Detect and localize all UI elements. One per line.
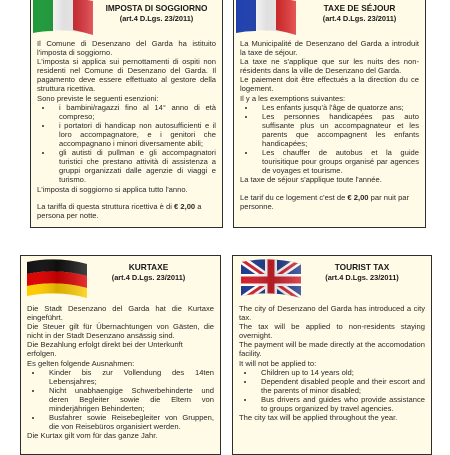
- card-italian: [30, 0, 223, 228]
- germany-flag-icon: [25, 258, 89, 302]
- list-item: • gli autisti di pullman e gli accompagnatori turistici che prestano attività di assistenza a gruppi organizzati dalle agenzie di viaggi e turismo.: [53, 148, 216, 184]
- list-item: • i bambini/ragazzi fino al 14° anno di età compreso;: [53, 103, 216, 121]
- card-german: [20, 255, 221, 455]
- tariff-label: Le tarif du ce logement c'est de: [240, 192, 348, 202]
- list-item: • Kinder bis zur Vollendung des 14ten Lebensjahres;: [43, 368, 214, 386]
- list-item: • Children up to 14 years old;: [255, 368, 425, 377]
- card-title: TOURIST TAX: [334, 262, 390, 272]
- paragraph: The tax will be applied to non-residents staying overnight.: [239, 322, 425, 341]
- paragraph: Die Bezahlung erfolgt direkt bei der Unterkunft erfolgen.: [27, 340, 183, 359]
- card-english: [232, 255, 432, 455]
- paragraph: Die Kurtax gilt vom für das ganze Jahr.: [27, 431, 158, 441]
- france-flag-icon: [234, 0, 298, 39]
- tariff-text: [37, 202, 216, 220]
- tariff-suffix: par nuit par personne.: [240, 192, 410, 211]
- exemption-list: [239, 368, 425, 413]
- paragraph: The payment will be made directly at the accomodation facility.: [239, 340, 425, 359]
- paragraph: Es gelten folgende Ausnahmen:: [27, 358, 135, 368]
- law-reference: (art.4 D.Lgs. 23/2011): [322, 14, 397, 23]
- law-reference: (art.4 D.Lgs. 23/2011): [325, 273, 399, 282]
- list-item: • Les enfants jusqu'à l'âge de quatorze ans;: [256, 103, 419, 112]
- paragraph: L'imposta di soggiorno si applica tutto l'anno.: [37, 184, 188, 194]
- list-item: • Les chauffer de autobus et la guide tourisitique pour groups organisé par agences de voyages et tourisme.: [256, 148, 419, 175]
- paragraph: La taxe de séjour s'applique toute l'année.: [240, 175, 382, 185]
- italy-flag-icon: [31, 0, 95, 39]
- paragraph: Il y a les exemptions suivantes:: [240, 93, 346, 103]
- tariff-text: [240, 193, 419, 211]
- list-item: • Dependent disabled people and their escort and the parents of minor disabled;: [255, 377, 425, 395]
- paragraph: La Municipalité de Desenzano del Garda a introduit la taxe de séjour.: [240, 39, 419, 58]
- exemption-list: [240, 103, 419, 176]
- list-item: • Bus drivers and guides who provide assistance to groups organized by travel agencies.: [255, 395, 425, 413]
- tariff-suffix: a persona per notte.: [37, 201, 202, 220]
- paragraph: Sono previste le seguenti esenzioni:: [37, 93, 159, 103]
- law-reference: (art.4 D.Lgs. 23/2011): [111, 273, 186, 282]
- list-item: • Busfahrer sowie Reisebegleiter von Gruppen, die von Reisebüros organisiert werden.: [43, 413, 214, 431]
- list-item: • Les personnes handicapées pas auto suffisante plus un accompagnateur et les parents que accompagnent les enfants handicapées;: [256, 112, 419, 148]
- card-title: TAXE DE SÉJOUR: [323, 3, 396, 13]
- paragraph: Le paiement doit être effectués a la direction du ce logement.: [240, 75, 419, 94]
- paragraph: Il Comune di Desenzano del Garda ha istituito l'imposta di soggiorno.: [37, 39, 216, 58]
- uk-flag-icon: [239, 258, 303, 302]
- paragraph: Die Stadt Desenzano del Garda hat die Kurtaxe eingeführt.: [27, 304, 214, 323]
- law-reference: (art.4 D.Lgs. 23/2011): [119, 14, 194, 23]
- paragraph: Die Steuer gilt für Übernachtungen von Gästen, die nicht in der Stadt Desenzano ansässig sind.: [27, 322, 214, 341]
- card-title: IMPOSTA DI SOGGIORNO: [105, 3, 208, 13]
- paragraph: La taxe ne s'applique que sur les nuits des non-résidents dans la ville de Desenzano del Garda.: [240, 57, 419, 76]
- exemption-list: [37, 103, 216, 185]
- list-item: • i portatori di handicap non autosufficienti e il loro accompagnatore, e i genitori che accompagnano i minori diversamente abili;: [53, 121, 216, 148]
- paragraph: L'imposta si applica sui pernottamenti di ospiti non residenti nel Comune di Desenzano del Garda. Il pagamento deve essere effettuato al gestore della struttura ricettiva.: [37, 57, 216, 94]
- tariff-label: La tariffa di questa struttura ricettiva è di: [37, 201, 175, 211]
- paragraph: It will not be applied to:: [239, 358, 317, 368]
- card-title: KURTAXE: [128, 262, 169, 272]
- card-french: [233, 0, 426, 228]
- paragraph: The city of Desenzano del Garda has introduced a city tax.: [239, 304, 425, 323]
- tariff-amount: € 2,00: [347, 192, 369, 202]
- list-item: • Nicht unabhaengige Schwerbehinderte und deren Begleiter sowie die Eltern von minderjährigen Behinderten;: [43, 386, 214, 413]
- paragraph: The city tax will be applied throughout the year.: [239, 413, 398, 423]
- exemption-list: [27, 368, 214, 432]
- tariff-amount: € 2,00: [174, 201, 196, 211]
